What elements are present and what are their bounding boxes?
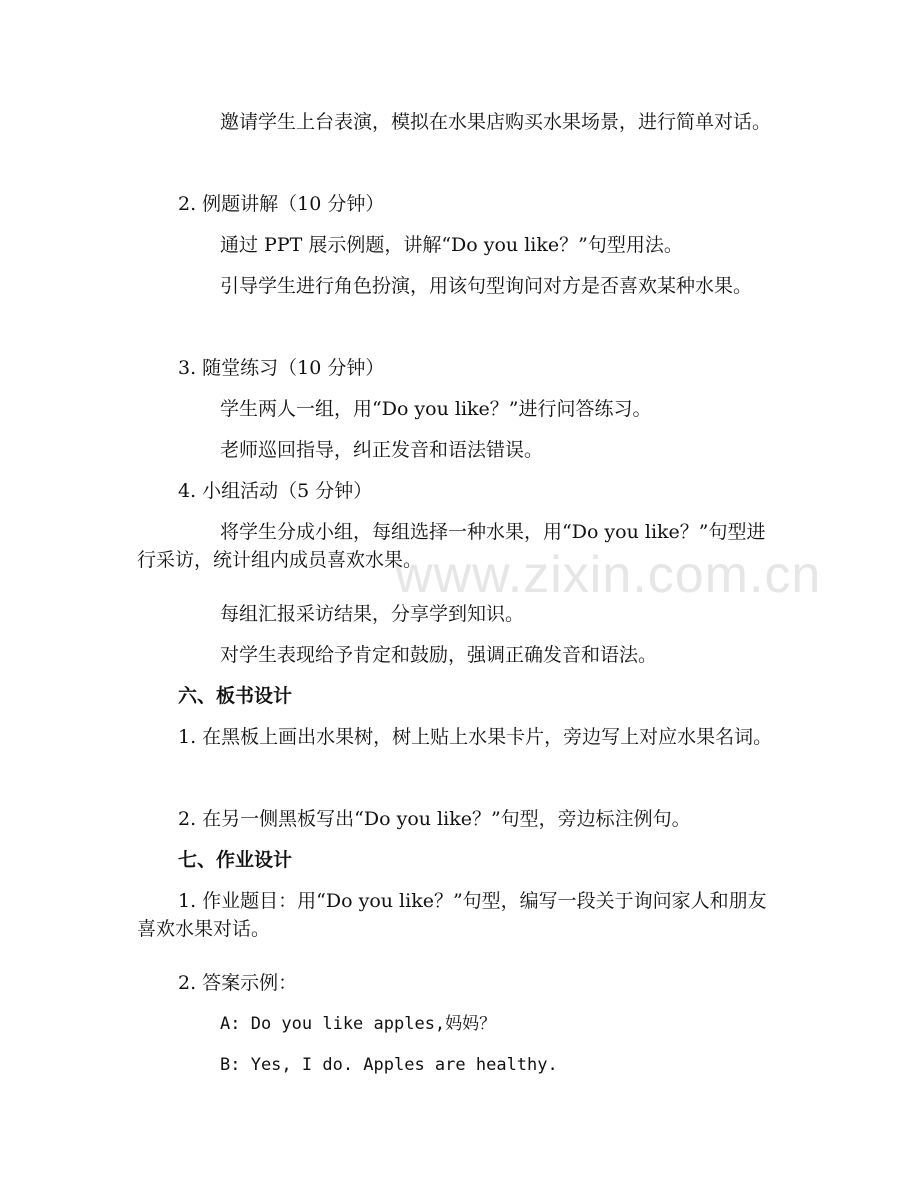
list-item-board-2: 2. 在另一侧黑板写出“Do you like？”句型，旁边标注例句。 [178,808,691,830]
paragraph-role-play: 邀请学生上台表演，模拟在水果店购买水果场景，进行简单对话。 [220,111,772,133]
list-item-homework-1: 1. 作业题目：用“Do you like？”句型，编写一段关于询问家人和朋友喜欢水果对话。 [137,890,767,940]
section-heading-homework-design: 七、作业设计 [178,849,293,871]
paragraph-ppt-example: 通过 PPT 展示例题，讲解“Do you like？”句型用法。 [220,234,683,256]
example-line-b: B: Yes, I do. Apples are healthy. [220,1055,558,1075]
paragraph-encouragement: 对学生表现给予肯定和鼓励，强调正确发音和语法。 [220,644,658,666]
list-item-homework-2: 2. 答案示例： [178,972,298,994]
watermark: www.zixin.com.cn [395,546,822,604]
paragraph-group-report: 每组汇报采访结果，分享学到知识。 [220,603,525,625]
paragraph-pair-practice: 学生两人一组，用“Do you like？”进行问答练习。 [220,398,652,420]
example-line-a: A: Do you like apples,妈妈？ [220,1014,497,1034]
item-title-group-activity: 4. 小组活动（5 分钟） [178,480,373,502]
paragraph-group-interview: 将学生分成小组，每组选择一种水果，用“Do you like？”句型进行采访，统计组内成员喜欢水果。 [137,521,766,571]
item-title-example-explanation: 2. 例题讲解（10 分钟） [178,193,385,215]
item-title-practice: 3. 随堂练习（10 分钟） [178,357,385,379]
paragraph-role-play-guide: 引导学生进行角色扮演，用该句型询问对方是否喜欢某种水果。 [220,275,753,297]
paragraph-teacher-guidance: 老师巡回指导，纠正发音和语法错误。 [220,439,544,461]
section-heading-board-design: 六、板书设计 [178,685,293,707]
list-item-board-1: 1. 在黑板上画出水果树，树上贴上水果卡片，旁边写上对应水果名词。 [178,726,773,748]
